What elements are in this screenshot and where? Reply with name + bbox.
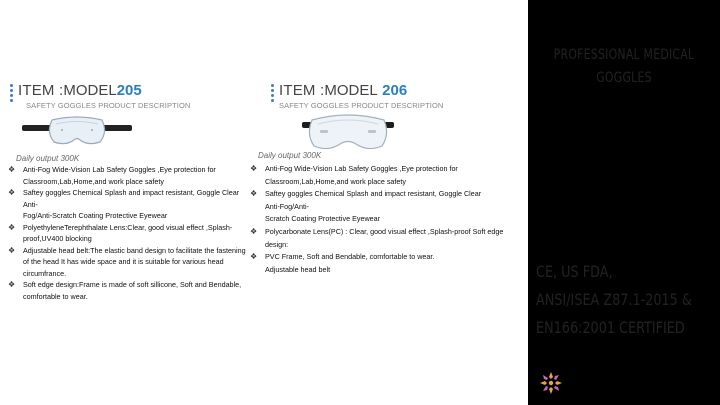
item-heading: [279, 82, 407, 100]
feature-item: [8, 187, 248, 222]
diamond-bullet-icon: ❖: [8, 188, 16, 197]
panel-title-line: PROFESSIONAL MEDICAL: [553, 47, 695, 63]
item-label: ITEM :: [18, 82, 64, 99]
diamond-bullet-icon: ❖: [8, 280, 16, 289]
feature-item: [8, 222, 248, 245]
cert-line: CE, US FDA,: [536, 262, 613, 281]
model-label: MODEL: [63, 82, 117, 99]
goggles-205-image: [22, 110, 132, 150]
feature-text: Saftey goggles Chemical Splash and impact resistant, Goggle Clear: [265, 189, 482, 199]
feature-text: Classroom,Lab,Home,and work place safety: [23, 176, 165, 186]
feature-item: [8, 245, 248, 280]
item-heading: [18, 82, 142, 100]
diamond-bullet-icon: ❖: [250, 252, 258, 262]
feature-text: Classroom,Lab,Home,and work place safety: [265, 176, 407, 186]
item-dots-icon: [10, 84, 14, 104]
cert-line: EN166:2001 CERTIFIED: [536, 318, 685, 337]
daily-output: Daily output 300K: [258, 151, 322, 160]
feature-text: comfortable to wear.: [23, 291, 88, 301]
feature-text: Fog/Anti-Scratch Coating Protective Eyewear: [23, 211, 168, 220]
feature-text: PVC Frame, Soft and Bendable, comfortable to wear.: [265, 252, 435, 262]
feature-list: [250, 163, 520, 276]
model-number: 205: [116, 82, 142, 99]
product-subtitle: SAFETY GOGGLES PRODUCT DESCRIPTION: [279, 101, 444, 110]
model-number: 206: [382, 82, 408, 99]
feature-item: [8, 279, 248, 302]
cert-line: ANSI/ISEA Z87.1-2015 &: [536, 290, 692, 309]
feature-item: [250, 188, 520, 226]
feature-item: [250, 251, 520, 276]
feature-text: design:: [265, 239, 289, 249]
diamond-bullet-icon: ❖: [8, 222, 16, 232]
feature-text: Adjustable head belt:The elastic band design to facilitate the fastening: [23, 245, 246, 255]
feature-text: Anti-Fog Wide-Vision Lab Safety Goggles ,Eye protection for: [265, 164, 458, 173]
feature-text: Adjustable head belt: [265, 264, 331, 274]
panel-title-line: GOGGLES: [596, 70, 652, 86]
feature-text: circumfrance.: [23, 268, 67, 278]
product-subtitle: SAFETY GOGGLES PRODUCT DESCRIPTION: [26, 101, 191, 110]
diamond-bullet-icon: ❖: [250, 189, 258, 199]
item-dots-icon: [271, 84, 275, 104]
brand-logo-icon: [538, 370, 564, 396]
certifications: [536, 258, 692, 342]
feature-text: Polycarbonate Lens(PC) : Clear, good visual effect ,Splash-proof Soft edge: [265, 226, 504, 236]
feature-item: [250, 226, 520, 251]
feature-text: Soft edge design:Frame is made of soft sillicone, Soft and Bendable,: [23, 280, 242, 289]
feature-text: Scratch Coating Protective Eyewear: [265, 214, 381, 224]
daily-output: Daily output 300K: [16, 154, 80, 163]
diamond-bullet-icon: ❖: [250, 226, 258, 236]
feature-text: Anti-Fog/Anti-: [265, 201, 309, 211]
feature-text: Anti-Fog Wide-Vision Lab Safety Goggles ,Eye protection for: [23, 165, 216, 174]
panel-title: [549, 44, 699, 90]
item-label: ITEM :: [279, 82, 325, 99]
feature-text: of the head It has wide space and it is suitable for various head: [23, 257, 224, 266]
feature-item: [250, 163, 520, 188]
model-label: MODEL: [324, 82, 378, 99]
diamond-bullet-icon: ❖: [250, 164, 258, 173]
goggles-206-image: [300, 108, 396, 154]
feature-text: PolyethyleneTerephthalate Lens:Clear, good visual effect ,Splash-: [23, 222, 233, 232]
feature-text: proof,UV400 blocking: [23, 234, 92, 243]
diamond-bullet-icon: ❖: [8, 245, 16, 255]
feature-item: [8, 164, 248, 187]
diamond-bullet-icon: ❖: [8, 165, 16, 174]
feature-list: [8, 164, 248, 302]
feature-text: Saftey goggles Chemical Splash and impact resistant, Goggle Clear Anti-: [23, 188, 240, 209]
